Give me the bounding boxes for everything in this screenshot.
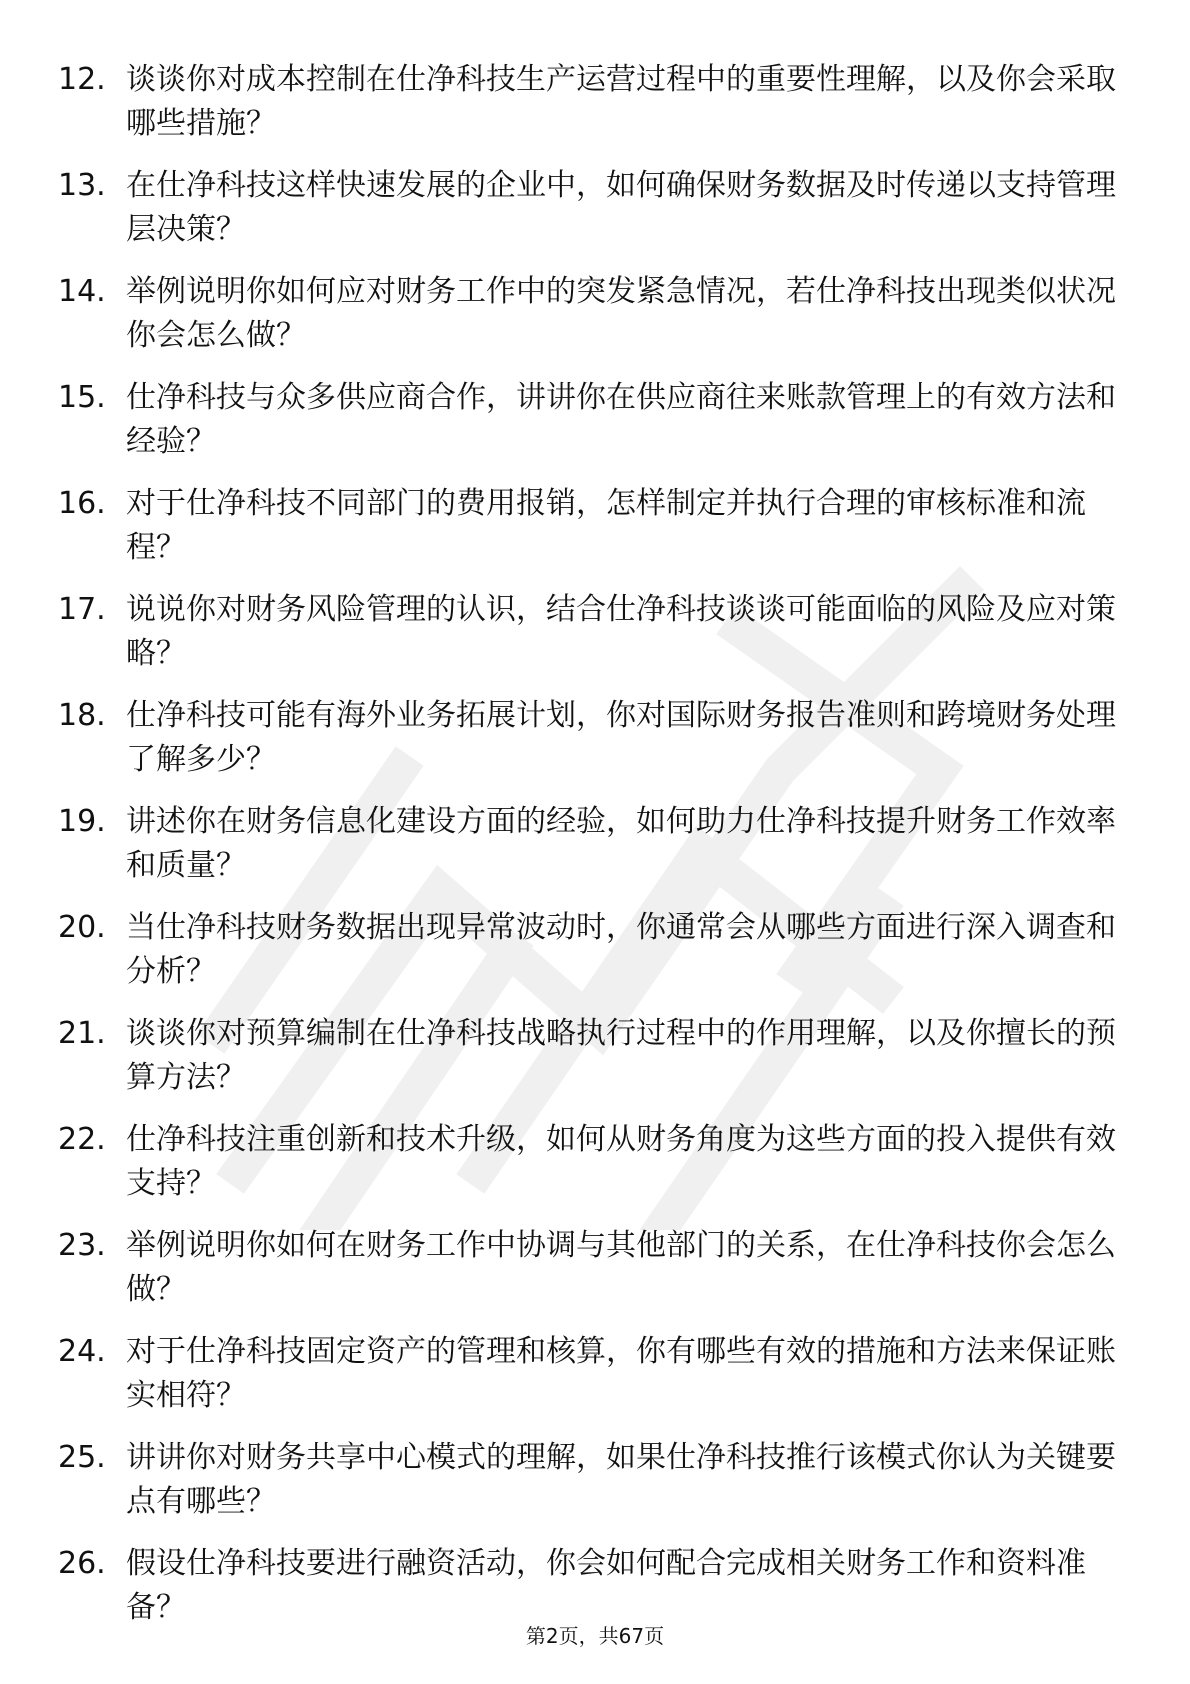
- list-item: [58, 906, 1118, 1012]
- list-item: [58, 694, 1118, 800]
- question-text: 说说你对财务风险管理的认识，结合仕净科技谈谈可能面临的风险及应对策略？: [126, 592, 1116, 671]
- question-text: 假设仕净科技要进行融资活动，你会如何配合完成相关财务工作和资料准备？: [126, 1546, 1086, 1625]
- question-number: 14.: [58, 274, 106, 309]
- question-text: 举例说明你如何在财务工作中协调与其他部门的关系，在仕净科技你会怎么做？: [126, 1228, 1116, 1307]
- question-number: 22.: [58, 1122, 106, 1157]
- question-text: 对于仕净科技不同部门的费用报销，怎样制定并执行合理的审核标准和流程？: [126, 486, 1086, 565]
- question-number: 16.: [58, 486, 106, 521]
- question-number: 15.: [58, 380, 106, 415]
- list-item: [58, 482, 1118, 588]
- list-item: [58, 1330, 1118, 1436]
- question-number: 18.: [58, 698, 106, 733]
- list-item: [58, 588, 1118, 694]
- list-item: [58, 270, 1118, 376]
- list-item: [58, 1436, 1118, 1542]
- list-item: [58, 1224, 1118, 1330]
- question-text: 谈谈你对成本控制在仕净科技生产运营过程中的重要性理解，以及你会采取哪些措施？: [126, 62, 1116, 141]
- question-text: 讲述你在财务信息化建设方面的经验，如何助力仕净科技提升财务工作效率和质量？: [126, 804, 1116, 883]
- question-number: 19.: [58, 804, 106, 839]
- question-number: 17.: [58, 592, 106, 627]
- page-number-footer: 第2页，共67页: [525, 1624, 665, 1648]
- list-item: [58, 58, 1118, 164]
- question-number: 13.: [58, 168, 106, 203]
- list-item: [58, 1012, 1118, 1118]
- question-number: 20.: [58, 910, 106, 945]
- question-text: 仕净科技与众多供应商合作，讲讲你在供应商往来账款管理上的有效方法和经验？: [126, 380, 1116, 459]
- question-number: 12.: [58, 62, 106, 97]
- question-number: 23.: [58, 1228, 106, 1263]
- list-item: [58, 164, 1118, 270]
- question-number: 24.: [58, 1334, 106, 1369]
- question-text: 仕净科技可能有海外业务拓展计划，你对国际财务报告准则和跨境财务处理了解多少？: [126, 698, 1116, 777]
- question-text: 当仕净科技财务数据出现异常波动时，你通常会从哪些方面进行深入调查和分析？: [126, 910, 1116, 989]
- question-number: 26.: [58, 1546, 106, 1581]
- question-text: 谈谈你对预算编制在仕净科技战略执行过程中的作用理解，以及你擅长的预算方法？: [126, 1016, 1116, 1095]
- question-text: 仕净科技注重创新和技术升级，如何从财务角度为这些方面的投入提供有效支持？: [126, 1122, 1116, 1201]
- question-text: 举例说明你如何应对财务工作中的突发紧急情况，若仕净科技出现类似状况你会怎么做？: [126, 274, 1116, 353]
- question-number: 21.: [58, 1016, 106, 1051]
- list-item: [58, 800, 1118, 906]
- question-text: 对于仕净科技固定资产的管理和核算，你有哪些有效的措施和方法来保证账实相符？: [126, 1334, 1116, 1413]
- question-text: 在仕净科技这样快速发展的企业中，如何确保财务数据及时传递以支持管理层决策？: [126, 168, 1116, 247]
- list-item: [58, 1118, 1118, 1224]
- question-text: 讲讲你对财务共享中心模式的理解，如果仕净科技推行该模式你认为关键要点有哪些？: [126, 1440, 1116, 1519]
- list-item: [58, 376, 1118, 482]
- question-list: [58, 58, 1118, 1648]
- question-number: 25.: [58, 1440, 106, 1475]
